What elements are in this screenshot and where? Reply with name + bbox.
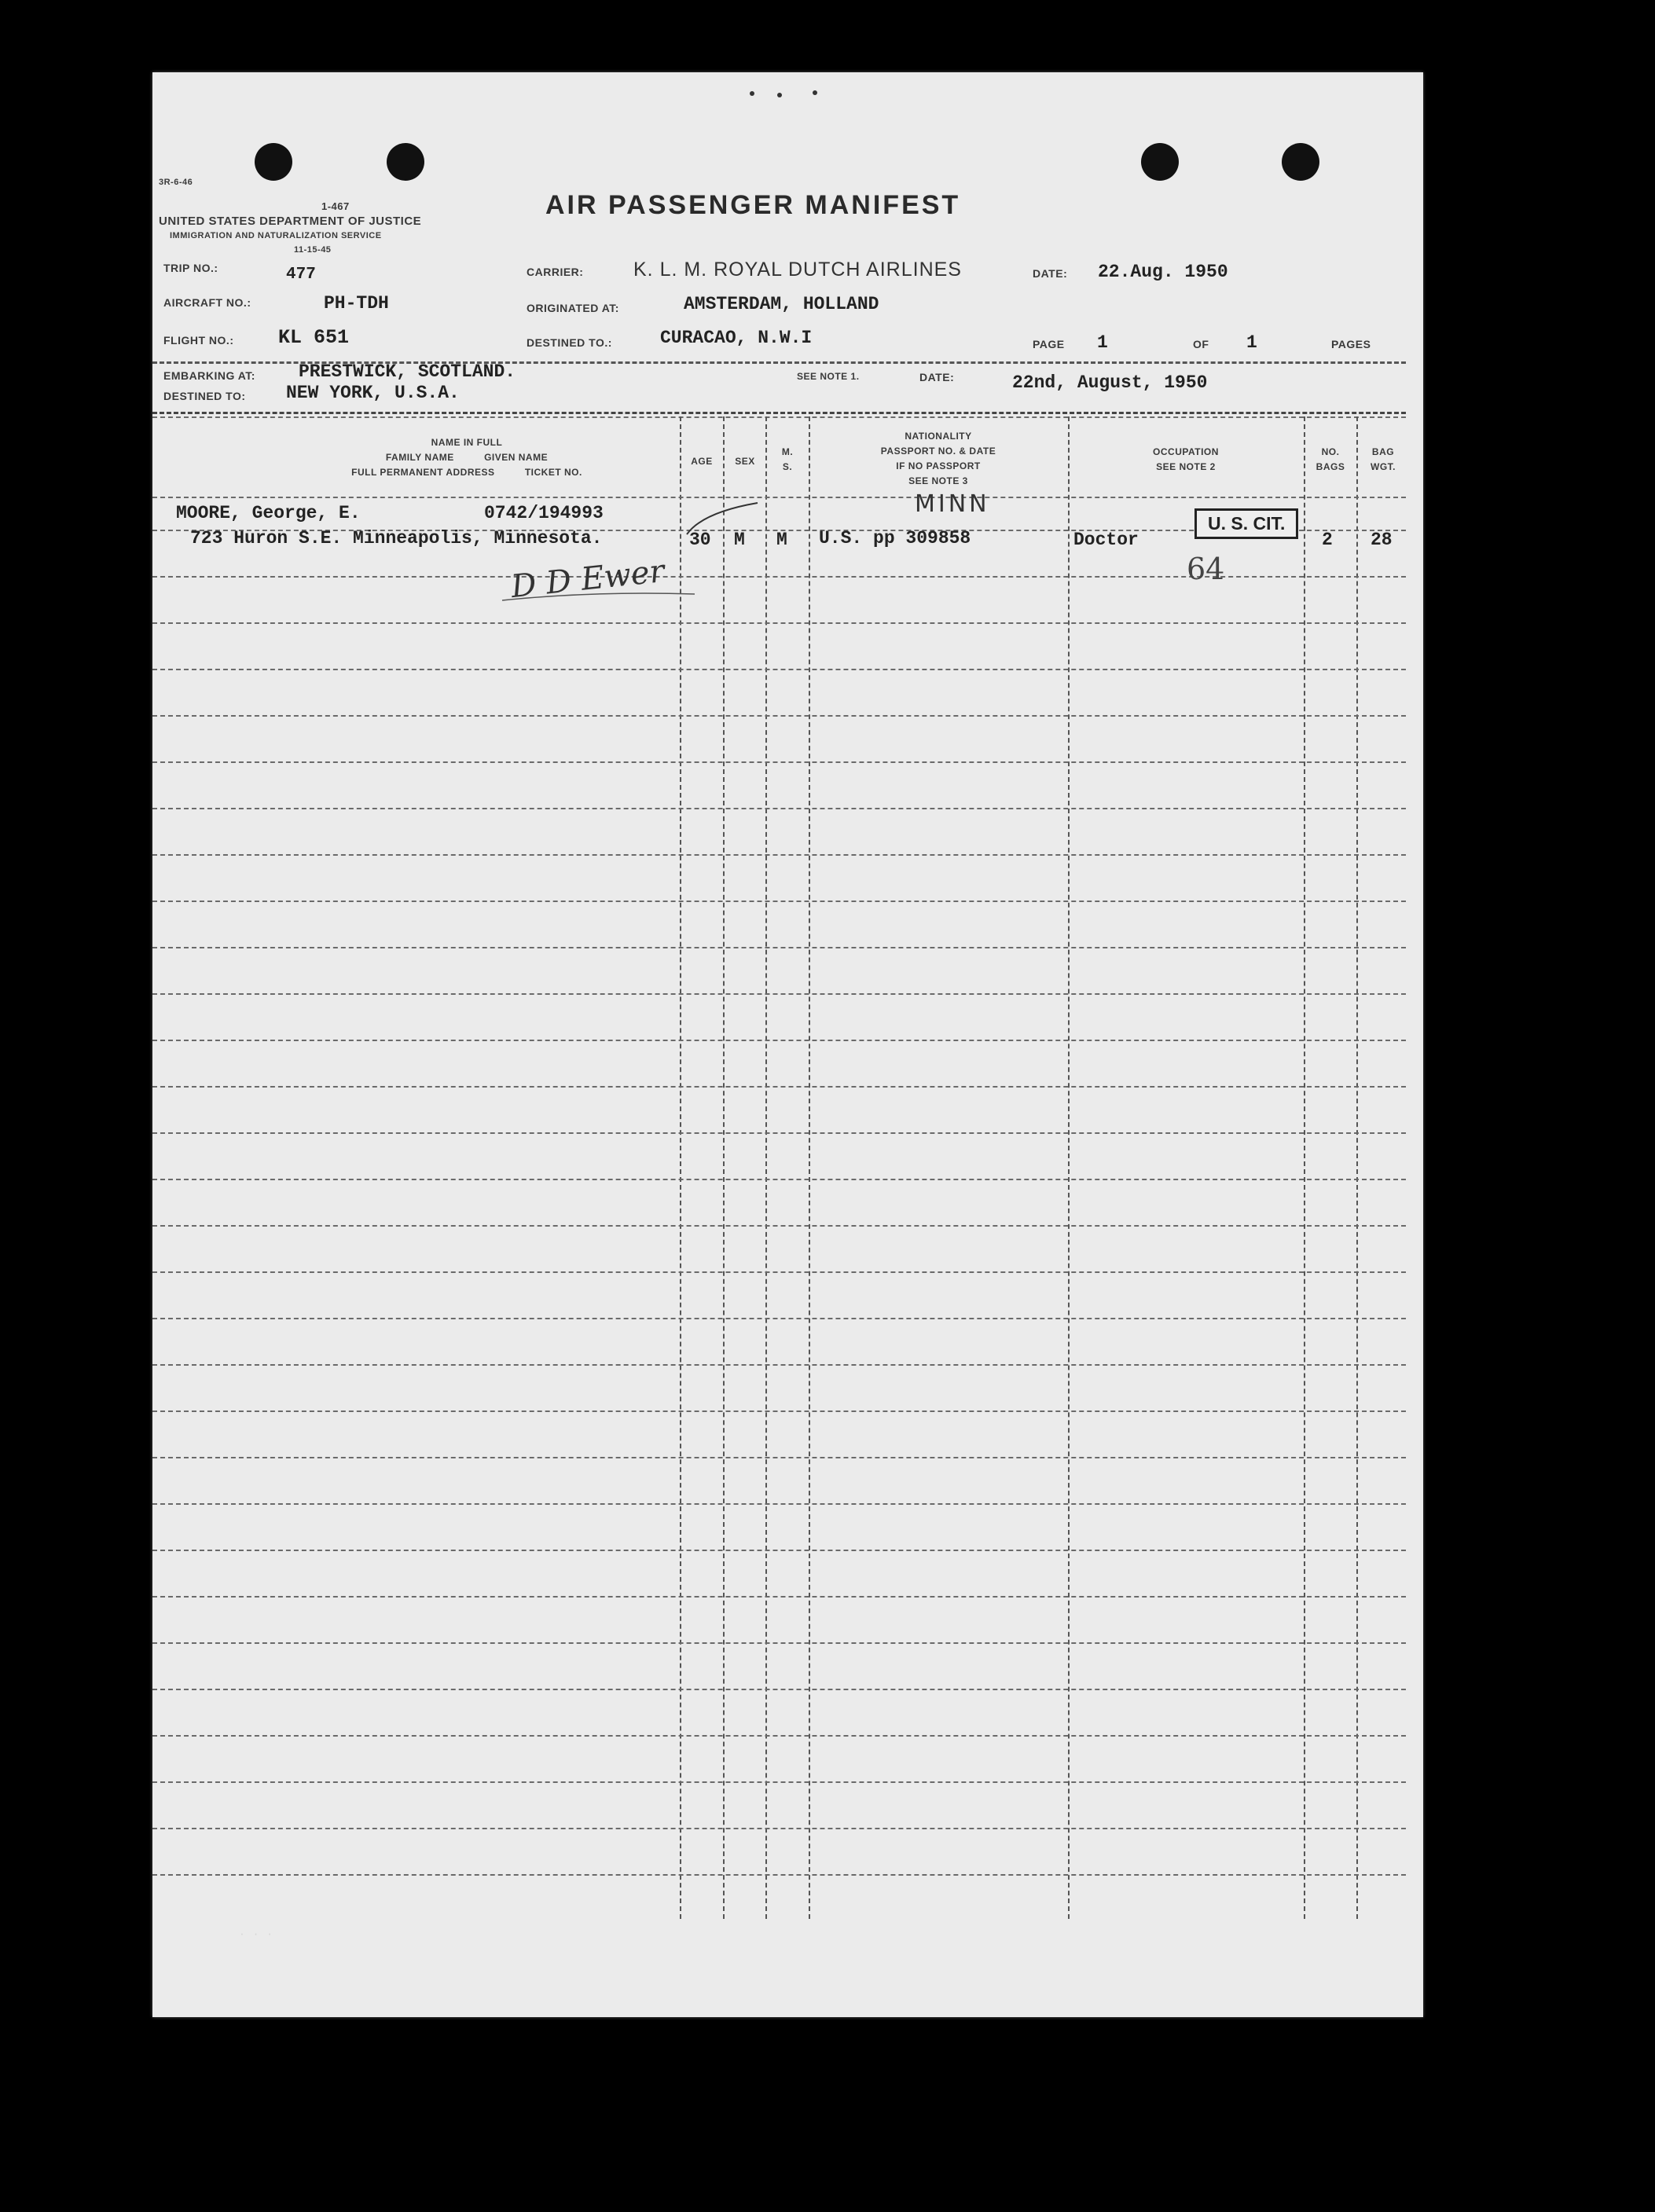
passenger-age: 30 [689, 530, 711, 550]
department: UNITED STATES DEPARTMENT OF JUSTICE [159, 215, 422, 228]
destined-to-value: CURACAO, N.W.I [660, 328, 813, 348]
table-row-rule [152, 1828, 1406, 1829]
number-64: 64 [1187, 552, 1225, 586]
destined-to-label: DESTINED TO.: [527, 336, 612, 349]
punch-hole [387, 143, 424, 181]
us-citizen-stamp: U. S. CIT. [1194, 508, 1298, 539]
passenger-bag-wgt: 28 [1371, 530, 1393, 550]
table-row-rule [152, 715, 1406, 717]
passenger-address: 723 Huron S.E. Minneapolis, Minnesota. [190, 528, 603, 548]
col-head-nat-line: NATIONALITY [905, 431, 972, 442]
table-row-rule [152, 1642, 1406, 1644]
col-head-name [278, 435, 655, 480]
originated-at-value: AMSTERDAM, HOLLAND [684, 294, 879, 314]
col-head-name-line: NAME IN FULL [431, 437, 503, 448]
form-number: 1-467 [321, 200, 350, 212]
pages-label: PAGES [1331, 338, 1371, 350]
table-row-rule [152, 1735, 1406, 1737]
header-row-bottom [152, 497, 1406, 498]
col-divider-nationality [809, 416, 810, 1919]
col-head-bags-line: NO. [1321, 446, 1340, 457]
table-row-rule [152, 1179, 1406, 1180]
table-row-rule [152, 1086, 1406, 1088]
table-row-rule [152, 808, 1406, 809]
aircraft-no-value: PH-TDH [324, 293, 389, 314]
passenger-occupation: Doctor [1073, 530, 1139, 550]
passenger-nationality: U.S. pp 309858 [819, 528, 971, 548]
date-2-label: DATE: [919, 371, 955, 383]
table-row-rule [152, 1225, 1406, 1227]
table-row-rule [152, 1781, 1406, 1783]
col-head-nat-line: SEE NOTE 3 [908, 475, 968, 486]
col-head-sex: SEX [735, 456, 755, 467]
col-head-bags [1306, 445, 1355, 475]
originated-at-label: ORIGINATED AT: [527, 302, 619, 314]
col-divider-bags [1304, 416, 1305, 1919]
col-head-nat-line: PASSPORT NO. & DATE [880, 446, 996, 457]
table-row-rule [152, 1874, 1406, 1876]
passenger-ms: M [776, 530, 787, 550]
of-value: 1 [1246, 332, 1257, 353]
revision-date: 11-15-45 [294, 245, 332, 255]
table-row-rule [152, 1410, 1406, 1412]
date-2-value: 22nd, August, 1950 [1012, 372, 1208, 393]
col-divider-bag-wgt [1356, 416, 1358, 1919]
faint-notes: · · · [239, 1928, 274, 1940]
col-divider-ms [765, 416, 767, 1919]
table-row-rule [152, 854, 1406, 856]
table-row-rule [152, 1689, 1406, 1690]
embarking-at-value: PRESTWICK, SCOTLAND. [299, 361, 516, 382]
service: IMMIGRATION AND NATURALIZATION SERVICE [170, 231, 382, 240]
col-head-occ-line: SEE NOTE 2 [1156, 461, 1216, 472]
table-row-rule [152, 669, 1406, 670]
table-row-rule [152, 947, 1406, 948]
table-top-rule-2 [152, 416, 1406, 418]
table-row-rule [152, 993, 1406, 995]
passenger-sex: M [734, 530, 745, 550]
inspector-signature: D D Ewer [509, 552, 666, 606]
table-row-rule [152, 761, 1406, 763]
embarking-at-label: EMBARKING AT: [163, 369, 255, 382]
carrier-label: CARRIER: [527, 266, 584, 278]
passenger-ticket: 0742/194993 [484, 503, 604, 523]
manifest-sheet [152, 72, 1423, 2017]
col-head-ms [767, 445, 808, 475]
carrier-value: K. L. M. ROYAL DUTCH AIRLINES [633, 259, 962, 281]
aircraft-no-label: AIRCRAFT NO.: [163, 296, 251, 309]
signature-underline [498, 583, 703, 607]
table-row-rule [152, 1550, 1406, 1551]
form-code: 3R-6-46 [159, 178, 193, 187]
page-value: 1 [1097, 332, 1108, 353]
col-head-occupation [1072, 445, 1300, 475]
col-head-ms-line: S. [782, 461, 793, 472]
col-head-wgt-line: WGT. [1371, 461, 1396, 472]
col-head-ms-line: M. [781, 446, 794, 457]
col-head-age: AGE [691, 456, 713, 467]
speck [813, 90, 817, 95]
passenger-name: MOORE, George, E. [176, 503, 361, 523]
page-label: PAGE [1033, 338, 1065, 350]
trip-no-label: TRIP NO.: [163, 262, 218, 274]
destined-to-2-value: NEW YORK, U.S.A. [286, 383, 460, 403]
col-head-occ-line: OCCUPATION [1153, 446, 1219, 457]
minn-handwriting: MINN [915, 490, 990, 518]
punch-hole [1141, 143, 1179, 181]
col-head-name-line: FULL PERMANENT ADDRESS TICKET NO. [351, 467, 582, 478]
date-value: 22.Aug. 1950 [1098, 262, 1228, 282]
flight-no-label: FLIGHT NO.: [163, 334, 234, 347]
col-head-wgt-line: BAG [1371, 446, 1395, 457]
table-row-rule [152, 1318, 1406, 1319]
see-note-1: SEE NOTE 1. [797, 371, 860, 382]
col-head-nationality [813, 429, 1064, 489]
page-title: AIR PASSENGER MANIFEST [545, 190, 961, 220]
passenger-bags: 2 [1322, 530, 1333, 550]
of-label: OF [1193, 338, 1209, 350]
date-label: DATE: [1033, 267, 1068, 280]
punch-hole [255, 143, 292, 181]
flight-no-value: KL 651 [278, 326, 350, 349]
table-top-rule [152, 412, 1406, 414]
col-head-nat-line: IF NO PASSPORT [896, 460, 981, 471]
table-row-rule [152, 1271, 1406, 1273]
speck [750, 91, 754, 96]
col-divider-age [680, 416, 681, 1919]
table-row-rule [152, 1132, 1406, 1134]
table-row-rule [152, 901, 1406, 902]
table-row-rule [152, 622, 1406, 624]
table-row-rule [152, 1596, 1406, 1598]
destined-to-2-label: DESTINED TO: [163, 390, 246, 402]
table-row-rule [152, 1503, 1406, 1505]
col-head-bags-line: BAGS [1316, 461, 1345, 472]
col-divider-occupation [1068, 416, 1070, 1919]
col-divider-sex [723, 416, 725, 1919]
check-mark [679, 497, 765, 544]
table-row-rule [152, 1040, 1406, 1041]
speck [777, 93, 782, 97]
col-head-bag-wgt [1359, 445, 1407, 475]
table-row-rule [152, 1457, 1406, 1458]
table-row-rule [152, 1364, 1406, 1366]
punch-hole [1282, 143, 1319, 181]
trip-no-value: 477 [286, 266, 316, 284]
col-head-name-line: FAMILY NAME GIVEN NAME [385, 452, 549, 463]
